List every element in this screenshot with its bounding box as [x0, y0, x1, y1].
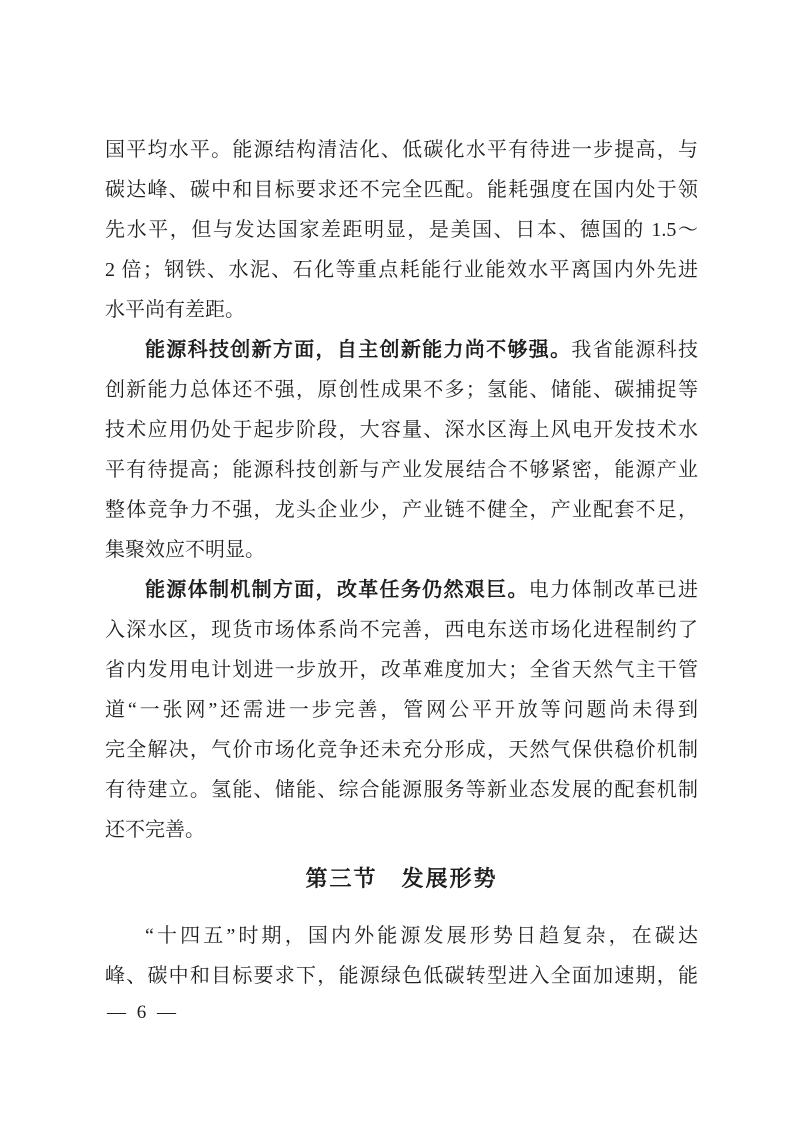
body-text-segment: 我省能源科技 — [571, 339, 698, 361]
body-text-segment: 集聚效应不明显。 — [105, 539, 265, 561]
text-line — [105, 370, 698, 410]
body-text-segment: 峰、碳中和目标要求下，能源绿色低碳转型进入全面加速期，能 — [105, 965, 698, 987]
body-text-segment: 入深水区，现货市场体系尚不完善，西电东送市场化进程制约了 — [105, 619, 698, 641]
text-line — [105, 770, 698, 810]
body-text-segment: 水平尚有差距。 — [105, 299, 245, 321]
bold-lead-text: 能源体制机制方面，改革任务仍然艰巨。 — [145, 579, 529, 601]
text-line — [105, 956, 698, 996]
paragraph — [105, 570, 698, 850]
text-line — [105, 450, 698, 490]
body-text-segment: 有待建立。氢能、储能、综合能源服务等新业态发展的配套机制 — [105, 779, 698, 801]
text-line — [105, 810, 698, 850]
text-line — [105, 490, 698, 530]
text-line — [105, 690, 698, 730]
text-line — [105, 290, 698, 330]
text-line — [105, 410, 698, 450]
text-line — [105, 170, 698, 210]
text-line — [105, 610, 698, 650]
text-line — [105, 570, 698, 610]
text-line — [105, 130, 698, 170]
body-text-segment: 还不完善。 — [105, 819, 205, 841]
document-content — [105, 130, 698, 996]
body-text-segment: “十四五”时期，国内外能源发展形势日趋复杂，在碳达 — [145, 925, 698, 947]
body-text-segment: 技术应用仍处于起步阶段，大容量、深水区海上风电开发技术水 — [105, 419, 698, 441]
body-text-segment: 道“一张网”还需进一步完善，管网公平开放等问题尚未得到 — [105, 699, 698, 721]
section-heading: 第三节 发展形势 — [305, 866, 498, 891]
bold-lead-text: 能源科技创新方面，自主创新能力尚不够强。 — [145, 339, 572, 361]
body-text-segment: 2 倍；钢铁、水泥、石化等重点耗能行业能效水平离国内外先进 — [105, 259, 698, 281]
text-line — [105, 530, 698, 570]
body-text-segment: 碳达峰、碳中和目标要求还不完全匹配。能耗强度在国内处于领 — [105, 179, 698, 201]
body-text-segment: 先水平，但与发达国家差距明显，是美国、日本、德国的 1.5～ — [105, 219, 698, 241]
paragraph — [105, 130, 698, 330]
text-line — [105, 330, 698, 370]
text-line — [105, 650, 698, 690]
paragraph — [105, 916, 698, 996]
body-text-segment: 电力体制改革已进 — [528, 579, 698, 601]
body-text-segment: 省内发用电计划进一步放开，改革难度加大；全省天然气主干管 — [105, 659, 698, 681]
text-line — [105, 730, 698, 770]
body-text-segment: 国平均水平。能源结构清洁化、低碳化水平有待进一步提高，与 — [105, 139, 698, 161]
body-text-segment: 平有待提高；能源科技创新与产业发展结合不够紧密，能源产业 — [105, 459, 698, 481]
page-number: — 6 — — [107, 1002, 179, 1023]
body-text-segment: 创新能力总体还不强，原创性成果不多；氢能、储能、碳捕捉等 — [105, 379, 698, 401]
body-text-segment: 完全解决，气价市场化竞争还未充分形成，天然气保供稳价机制 — [105, 739, 698, 761]
text-line — [105, 210, 698, 250]
body-text-segment: 整体竞争力不强，龙头企业少，产业链不健全，产业配套不足， — [105, 499, 698, 521]
text-line — [105, 250, 698, 290]
paragraph — [105, 330, 698, 570]
text-line — [105, 916, 698, 956]
